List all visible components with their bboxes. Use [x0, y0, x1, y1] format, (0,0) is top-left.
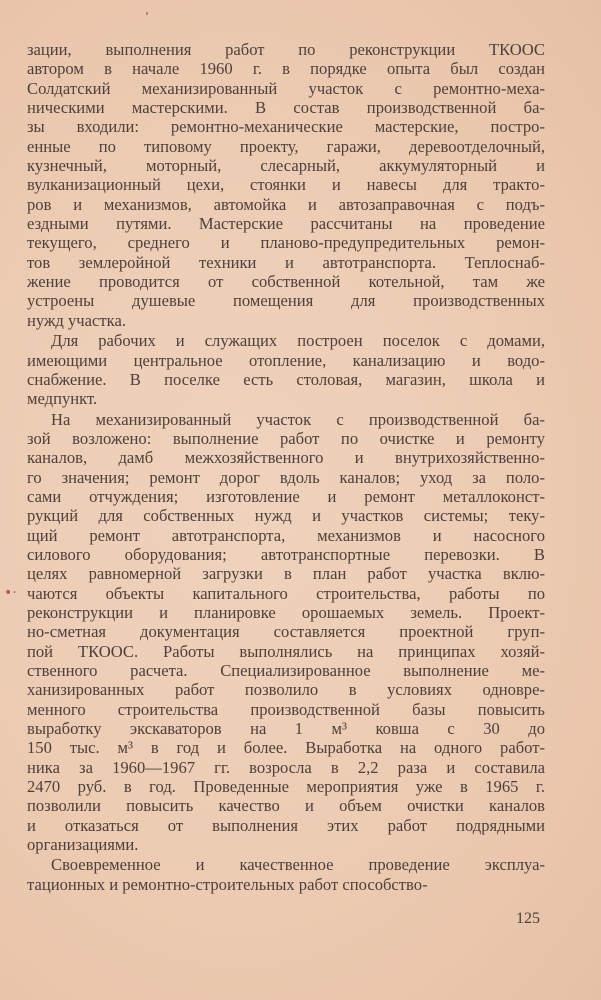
text-line: ров и механизмов, автомойка и автозаправочная с подъ-	[27, 194, 545, 214]
text-line: ника за 1960—1967 гг. возросла в 2,2 раза и составила	[27, 757, 545, 777]
text-line: Для рабочих и служащих построен поселок с домами,	[51, 331, 545, 351]
paragraph	[27, 410, 545, 855]
text-line: зации, выполнения работ по реконструкции ТКООС	[27, 40, 545, 59]
text-line: зой возложено: выполнение работ по очистке и ремонту	[27, 428, 545, 448]
text-line: целях равномерной загрузки в план работ участка вклю-	[27, 564, 545, 584]
text-line: реконструкции и планировке орошаемых земель. Проект-	[27, 602, 545, 622]
text-line: сами отчуждения; изготовление и ремонт металлоконст-	[27, 486, 545, 506]
text-line: имеющими центральное отопление, канализацию и водо-	[27, 350, 545, 370]
text-line: и отказаться от выполнения этих работ подрядными	[27, 815, 545, 835]
paragraph	[27, 331, 545, 408]
text-line: менного строительства производственной базы повысить	[27, 699, 545, 719]
page-body	[27, 40, 545, 895]
text-line: ханизированных работ позволило в условиях одновре-	[27, 680, 545, 700]
paragraph	[27, 40, 545, 330]
text-line: нужд участка.	[27, 310, 126, 330]
text-line: но-сметная документация составляется проектной груп-	[27, 622, 545, 642]
text-line: Солдатский механизированный участок с ремонтно-меха-	[27, 78, 545, 98]
text-line: тационных и ремонтно-строительных работ способство-	[27, 874, 428, 894]
text-line: жение проводится от собственной котельной, там же	[27, 272, 545, 292]
text-line: выработку экскаваторов на 1 м³ ковша с 30 до	[27, 719, 545, 739]
text-line: ническими мастерскими. В состав производственной ба-	[27, 98, 545, 118]
text-line: зы входили: ремонтно-механические мастерские, постро-	[27, 117, 545, 137]
text-line: устроены душевые помещения для производственных	[27, 291, 545, 311]
text-line: текущего, среднего и планово-предупредительных ремон-	[27, 233, 545, 253]
text-line: медпункт.	[27, 389, 98, 409]
text-line: ственного расчета. Специализированное выполнение ме-	[27, 661, 545, 680]
paragraph	[27, 855, 545, 894]
text-line: 2470 руб. в год. Проведенные мероприятия уже в 1965 г.	[27, 777, 545, 797]
text-line: каналов, дамб межхозяйственного и внутрихозяйственно-	[27, 448, 545, 468]
text-line: пой ТКООС. Работы выполнялись на принципах хозяй-	[27, 641, 545, 661]
text-line: ездными путями. Мастерские рассчитаны на проведение	[27, 214, 545, 234]
text-line: чаются объекты капитального строительства, работы по	[27, 583, 545, 603]
page-number: 125	[516, 910, 540, 927]
text-line: 150 тыс. м³ в год и более. Выработка на одного работ-	[27, 738, 545, 758]
text-line: го значения; ремонт дорог вдоль каналов; уход за поло-	[27, 467, 545, 487]
text-line: енные по типовому проекту, гаражи, деревоотделочный,	[27, 136, 545, 156]
text-line: тов землеройной техники и автотранспорта. Теплоснаб-	[27, 252, 545, 272]
text-line: рукций для собственных нужд и участков системы; теку-	[27, 506, 545, 526]
paper-speck	[146, 12, 148, 15]
text-line: кузнечный, моторный, слесарный, аккумуляторный и	[27, 156, 545, 176]
text-line: позволили повысить качество и объем очистки каналов	[27, 796, 545, 816]
text-line: организациями.	[27, 835, 139, 855]
text-line: Своевременное и качественное проведение эксплуа-	[51, 855, 545, 875]
text-line: На механизированный участок с производственной ба-	[51, 409, 545, 429]
text-line: автором в начале 1960 г. в порядке опыта был создан	[27, 59, 545, 79]
text-line: щий ремонт автотранспорта, механизмов и насосного	[27, 525, 545, 545]
text-line: вулканизационный цехи, стоянки и навесы для тракто-	[27, 175, 545, 195]
text-line: силового оборудования; автотранспортные перевозки. В	[27, 544, 545, 564]
margin-mark: •·	[4, 585, 17, 601]
text-line: снабжение. В поселке есть столовая, магазин, школа и	[27, 369, 545, 389]
